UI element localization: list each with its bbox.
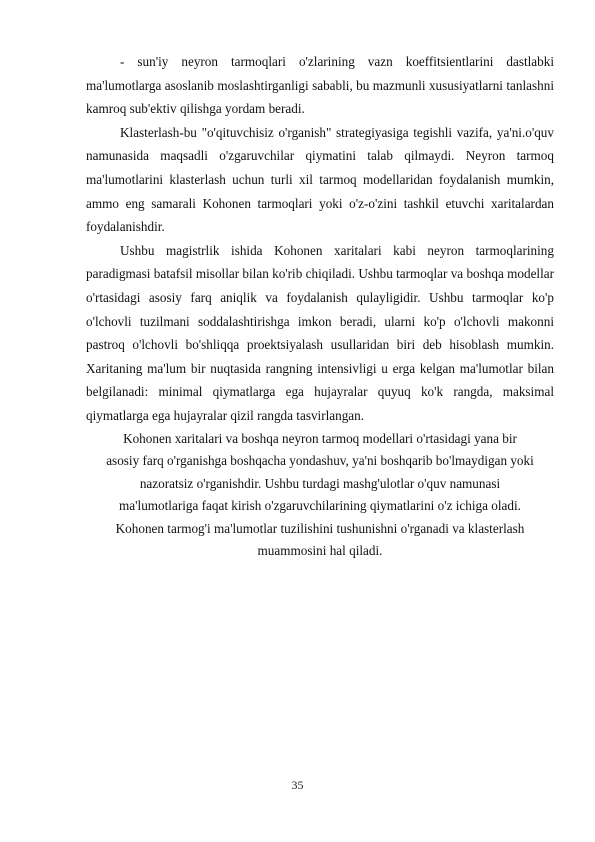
paragraph-2: Klasterlash-bu "o'qituvchisiz o'rganish" strategiyasiga tegishli vazifa, ya'ni.o'quv namunasida maqsadli o'zgaruvchilar qiymatini talab qilmaydi. Neyron tarmoq ma'lumotlarini klasterlash uchun turli xil tarmoq modellaridan foydalanish mumkin, ammo eng samarali Kohonen tarmoqlari yoki o'z-o'zini tashkil etuvchi xaritalardan foydalanishdir.: [86, 124, 554, 235]
paragraph-1: - sun'iy neyron tarmoqlari o'zlarining vazn koeffitsientlarini dastlabki ma'lumotlarga asoslanib moslashtirganligi sababli, bu mazmunli xususiyatlarni tanlashni kamroq sub'ektiv qilishga yordam beradi.: [86, 54, 554, 117]
paragraph-3: Ushbu magistrlik ishida Kohonen xaritalari kabi neyron tarmoqlarining paradigmasi batafsil misollar bilan ko'rib chiqiladi. Ushbu tarmoqlar va boshqa modellar o'rtasidagi asosiy farq aniqlik va foydalanish qulayligidir. Ushbu tarmoqlar ko'p o'lchovli tuzilmani soddalashtirishga imkon beradi, ularni ko'p o'lchovli makonni pastroq o'lchovli bo'shliqqa proektsiyalash usullaridan biri deb hisoblash mumkin. Xaritaning ma'lum bir nuqtasida rangning intensivligi u erga kelgan ma'lumotlar bilan belgilanadi: minimal qiymatlarga ega hujayralar quyuq ko'k rangda, maksimal qiymatlarga ega hujayralar qizil rangda tasvirlangan.: [86, 242, 554, 423]
document-page: [86, 50, 554, 563]
centered-block: [86, 428, 554, 564]
centered-line: nazoratsiz o'rganishdir. Ushbu turdagi mashg'ulotlar o'quv namunasi: [139, 475, 501, 491]
page-number: 35: [291, 778, 304, 792]
centered-line: asosiy farq o'rganishga boshqacha yondashuv, ya'ni boshqarib bo'lmaydigan yoki: [106, 453, 534, 469]
centered-line: Kohonen tarmog'i ma'lumotlar tuzilishini tushunishni o'rganadi va klasterlash: [115, 520, 525, 536]
centered-line: muammosini hal qiladi.: [257, 543, 383, 559]
centered-line: Kohonen xaritalari va boshqa neyron tarmoq modellari o'rtasidagi yana bir: [123, 430, 517, 446]
centered-line: ma'lumotlariga faqat kirish o'zgaruvchilarining qiymatlarini o'z ichiga oladi.: [119, 498, 521, 514]
